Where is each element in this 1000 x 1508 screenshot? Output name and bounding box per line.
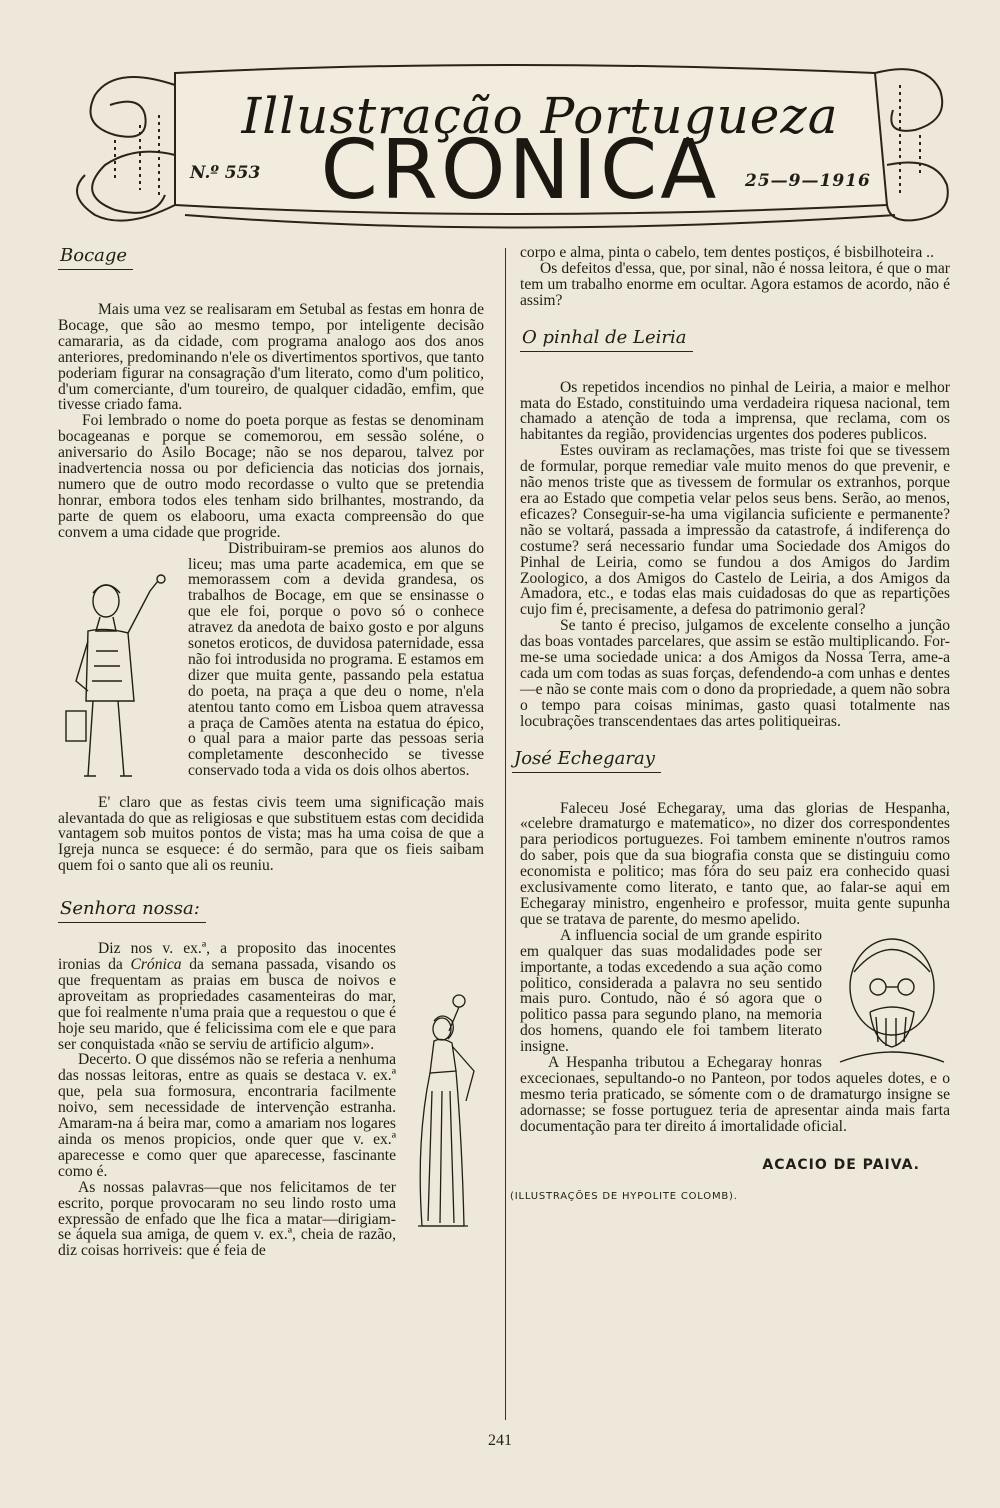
bocage-paragraph-1: Mais uma vez se realisaram em Setubal as festas em honra de Bocage, que são ao mesmo tempo, por inteligente decisão camararia, as da cidade, com programa analogo aos dos anos anteriores, predominando n'ele os divertimentos sportivos, que tanto poderiam figurar na consagração d'um literato, como d'um politico, d'um comerciante, d'um toureiro, de qualquer cidadão, emfim, que tivesse criado fama. bbox=[58, 301, 484, 414]
bocage-paragraph-2: Foi lembrado o nome do poeta porque as festas se denominam bocageanas e porque se comemorou, em sessão soléne, o aniversario do Asilo Bocage; não se nos deparou, talvez por inadvertencia nossa ou por deficiencia das noticias dos jornais, numero que de outro modo recordasse o vulto que se pretendia honrar, embora todos eles tenham sido brilhantes, mostrando, da parte de quem os elabooru, uma exacta compreensão do que convem a uma cidade que progride. bbox=[58, 412, 484, 541]
echegaray-paragraph-1: Faleceu José Echegaray, uma das glorias de Hespanha, «celebre dramaturgo e matematico», no dizer dos correspondentes para periodicos portuguezes. Foi tambem eminente n'outros ramos do saber, pois que da sua biografia consta que se distinguiu como economista e politico; mas fóra do seu paiz era conhecido quasi exclusivamente como literato, e tanto que, ao falar-se aqui em Echegaray ministro, engenheiro e professor, muita gente supunha que se tratava de parente, do mesmo apelido. bbox=[520, 799, 950, 928]
section-title: CRONICA bbox=[320, 123, 720, 218]
echegaray-illustration bbox=[830, 932, 950, 1071]
masthead bbox=[55, 55, 955, 240]
senhora-paragraph-3: As nossas palavras—que nos felicitamos de ter escrito, porque provocaram no seu lindo rosto uma expressão de enfado que lhe fica a matar—dirigiam-se áquela sua amiga, de quem v. ex.ª, cheia de razão, diz coisas horriveis: que é feia de bbox=[58, 1178, 396, 1260]
illustration-credits: (ILLUSTRAÇÕES DE HYPOLITE COLOMB). bbox=[510, 1190, 738, 1202]
bocage-heading: Bocage bbox=[58, 245, 133, 270]
author-signature: ACACIO DE PAIVA. bbox=[762, 1156, 920, 1173]
issue-date: 25—9—1916 bbox=[745, 171, 871, 191]
lady-figure-icon bbox=[404, 991, 484, 1231]
echegaray-portrait-icon bbox=[830, 932, 950, 1067]
issue-number: N.º 553 bbox=[190, 163, 261, 183]
senhora-heading: Senhora nossa: bbox=[58, 898, 206, 923]
bocage-paragraph-4: E' claro que as festas civis teem uma significação mais alevantada do que as religiosas e que substituem estas com decidida vantagem sob muitos pontos de vista; mas ha uma coisa de que a Igreja nunca se esquece: é do sermão, para que os fieis saibam quem foi o santo que ali os reuniu. bbox=[58, 793, 484, 875]
left-column bbox=[58, 245, 484, 1259]
column-divider bbox=[505, 248, 506, 1420]
pinhal-heading: O pinhal de Leiria bbox=[520, 327, 693, 352]
pinhal-paragraph-1: Os repetidos incendios no pinhal de Leiria, a maior e melhor mata do Estado, constituindo uma verdadeira riquesa nacional, tem chamado a atenção de toda a imprensa, que reclama, com os habitantes da região, providencias urgentes dos poderes publicos. bbox=[520, 378, 950, 444]
right-column bbox=[510, 244, 950, 1202]
echegaray-heading: José Echegaray bbox=[512, 748, 661, 773]
senhora-paragraph-2: Decerto. O que dissémos não se referia a nenhuma das nossas leitoras, entre as quais se destaca v. ex.ª que, pela sua formosura, encontraria facilmente noivo, sem necessidade de intervenção estranha. Amaram-na á beira mar, como a amariam nos logares ainda os menos propicios, onde quer que v. ex.ª aparecesse e como quer que aparecesse, fascinante como é. bbox=[58, 1051, 396, 1180]
bocage-illustration bbox=[58, 571, 178, 795]
pinhal-paragraph-3: Se tanto é preciso, julgamos de excelente conselho a junção das boas vontades parcelares, que assim se estão multiplicando. For-me-se uma sociedade unica: a dos Amigos da Nossa Terra, ame-a cada um com todas as suas forças, defendendo-a com unhas e dentes—e não se conte mais com o dono da propriedade, a quem não sobra o tempo para coisas minimas, gasto quasi totalmente nas locubrações transcendentaes das artes politiqueiras. bbox=[520, 617, 950, 730]
senhora-illustration bbox=[404, 991, 484, 1235]
senhora-paragraph-3-continued: corpo e alma, pinta o cabelo, tem dentes postiços, é bisbilhoteira .. bbox=[520, 244, 934, 261]
page-number: 241 bbox=[488, 1432, 512, 1449]
cronica-reference: Crónica bbox=[130, 956, 182, 974]
senhora-p1-start: Diz nos v. ex.ª, a proposito das inocentes ironias da bbox=[58, 940, 396, 974]
pinhal-paragraph-2: Estes ouviram as reclamações, mas triste foi que se tivessem de formular, porque remediar vale muito menos do que prevenir, e não menos triste que as tivessem de formular os extranhos, porque era ao Estado que competia velar pelos seus bens. Serão, ao menos, eficazes? Conseguir-se-ha uma vigilancia suficiente e permanente? não se voltará, passada a impressão da catastrofe, á indiferença do costume? será necessario fundar uma Sociedade dos Amigos do Pinhal de Leiria, como se fundou a dos Amigos do Jardim Zoologico, a dos Amigos do Castelo de Leiria, a dos Amigos da Amadora, etc., e todas elas mais cuidadosas do que as repartições cujo fim é, precisamente, a defesa do patrimonio geral? bbox=[520, 442, 950, 619]
magazine-title: Illustração Portugueza bbox=[241, 87, 839, 145]
senhora-p1-end: da semana passada, visando os que frequentam as praias em busca de noivos e aproveitam as propriedades casamenteiras do mar, que foi realmente n'uma praia que a requestou o que é hoje seu marido, que é felicissima com ele e que para ser conquistada «não se serviu de artificio algum». bbox=[58, 956, 396, 1053]
echegaray-paragraph-2: A influencia social de um grande espirito em qualquer das suas modalidades pode ser importante, a todas excedendo a sua ação como politico, considerada a palavra no seu sentido mais puro. Contudo, não é só agora que o politico passa para segundo plano, na memoria dos homens, quando ele foi tambem literato insigne. bbox=[520, 926, 822, 1056]
bocage-portrait-icon bbox=[58, 571, 178, 791]
echegaray-paragraph-3: A Hespanha tributou a Echegaray honras excecionaes, sepultando-o no Panteon, por todos aqueles dotes, e o mesmo teria praticado, se sómente com o de dramaturgo insigne se adornasse; se fosse portuguez teria de apresentar ainda mais farta documentação para ter direito á imortalidade oficial. bbox=[520, 1054, 950, 1135]
bocage-paragraph-3: Distribuiram-se premios aos alunos do liceu; mas uma parte academica, em que se memorassem com a devida grandesa, os trabalhos de Bocage, em que se ensinasse o que ele foi, porque o povo só o conhece atravez da anedota de baixo gosto e por alguns sonetos eroticos, de duvidosa paternidade, essa não foi introdusida no programa. E estamos em dizer que muita gente, passando pela estatua do poeta, na praça a que deu o nome, n'ela atentou tanto como em Lisboa quem atravessa a praça de Camões atenta na estatua do épico, o qual para a maior parte das pessoas seria completamente desconhecido se tivesse conservado toda a vida os dois olhos abertos. bbox=[188, 539, 484, 780]
senhora-paragraph-4: Os defeitos d'essa, que, por sinal, não é nossa leitora, é que o mar tem um trabalho enorme em ocultar. Agora estamos de acordo, não é assim? bbox=[520, 259, 950, 309]
